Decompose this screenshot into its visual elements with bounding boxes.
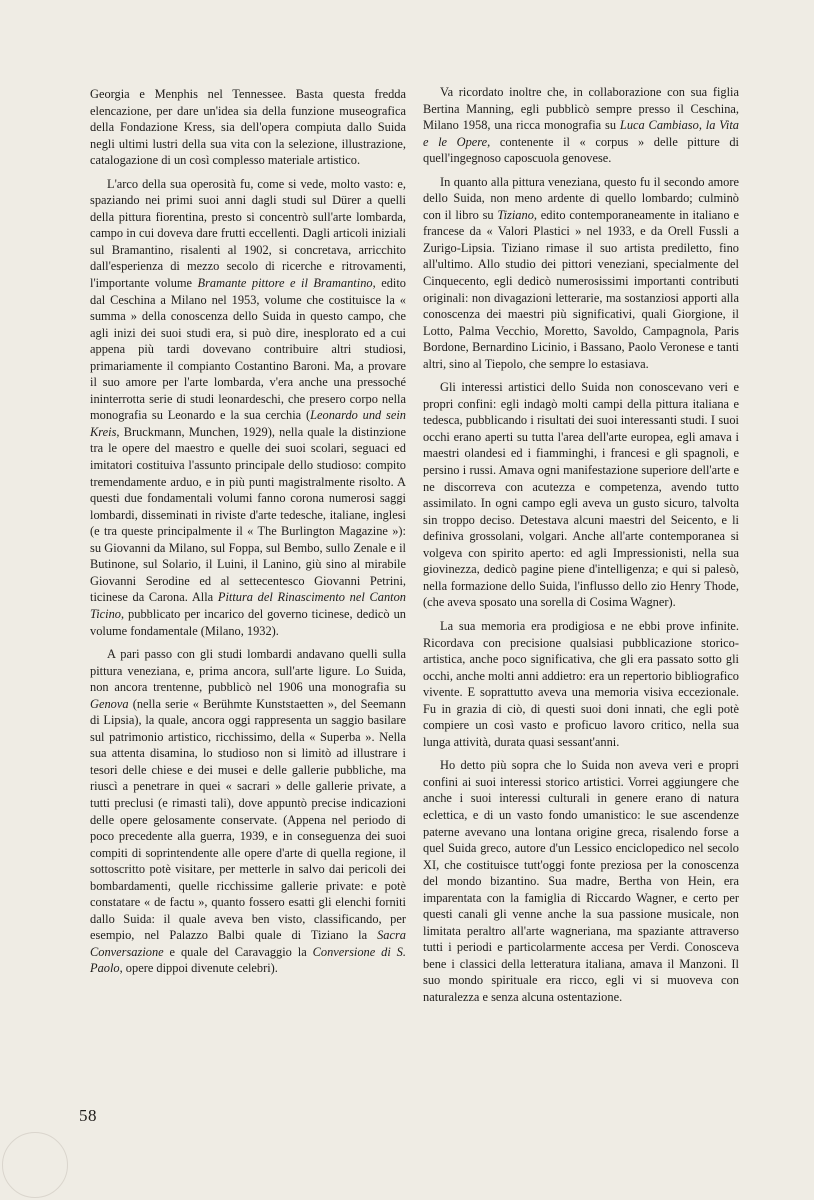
page-number: 58: [79, 1106, 97, 1125]
library-stamp: [2, 1132, 68, 1198]
right-column: [423, 84, 739, 1013]
paragraph: A pari passo con gli studi lombardi andavano quelli sulla pittura veneziana, e, prima ancora, sull'arte ligure. Lo Suida, non ancora trentenne, pubblicò nel 1906 una monografia su Genova (nella serie « Berühmte Kunststaetten », del Seemann di Lipsia), la quale, ancora oggi rappresenta un saggio basilare sul patrimonio artistico, ricchissimo, della « Superba ». Nella sua attenta disamina, lo studioso non si limitò ad illustrare i tesori delle chiese e dei musei e delle gallerie pubbliche, ma riuscì a penetrare in quei « sacrari » delle gallerie private, a tutti preclusi (e rimasti tali), dove appuntò precise indicazioni delle opere gelosamente conservate. (Appena nel periodo di poco precedente alla guerra, 1939, e in conseguenza dei suoi compiti di soprintendente alle opere d'arte di quella regione, il sottoscritto potè visitare, per metterle in salvo dai pericoli dei bombardamenti, quelle ricchissime gallerie private: e potè constatare « de factu », quanto fossero esatti gli elenchi forniti dallo Suida: il quale aveva ben visto, classificando, per esempio, nel Palazzo Balbi quale di Tiziano la Sacra Conversazione e quale del Caravaggio la Conversione di S. Paolo, opere dippoi divenute celebri).: [90, 647, 406, 976]
paragraph: Ho detto più sopra che lo Suida non aveva veri e propri confini ai suoi interessi storico artistici. Vorrei aggiungere che anche i suoi interessi culturali in genere erano di natura eclettica, e di un vasto fondo umanistico: le sue ascendenze paterne avevano una lontana origine greca, risalendo forse a quel Suida greco, autore d'un Lessico enciclopedico nel secolo XI, che costituisce tutt'oggi fonte preziosa per la conoscenza del mondo bizantino. Sua madre, Bertha von Hein, era imparentata con la famiglia di Riccardo Wagner, e certo per questi canali gli venne anche la sua passione musicale, non limitata peraltro all'arte wagneriana, ma spaziante attraverso tutti i periodi e particolarmente accesa per Verdi. Conosceva bene i classici della letteratura italiana, amava il Manzoni. Il suo mondo spirituale era ricco, egli vi si muoveva con naturalezza e senza alcuna ostentazione.: [423, 758, 739, 1004]
paragraph: L'arco della sua operosità fu, come si vede, molto vasto: e, spaziando nei primi suoi anni dagli studi sul Dürer a quelli della pittura fiorentina, presto si concentrò sull'arte lombarda, campo in cui doveva dare frutti eccellenti. Dagli articoli iniziali sul Bramantino, risalenti al 1902, si concretava, arricchito dall'esperienza di mezzo secolo di ricerche e ritrovamenti, l'importante volume Bramante pittore e il Bramantino, edito dal Ceschina a Milano nel 1953, volume che costituisce la « summa » della conoscenza dello Suida in questo campo, che agli inizi dei suoi studi era, si può dire, inesplorato ed a cui appena più tardi dovevano contribuire altri studiosi, primariamente il compianto Costantino Baroni. Ma, a provare il suo amore per l'arte lombarda, v'era anche una pressoché ininterrotta serie di studi leonardeschi, che presero corpo nella monografia su Leonardo e la sua cerchia (Leonardo und sein Kreis, Bruckmann, Munchen, 1929), nella quale la distinzione tra le opere del maestro e quelle dei suoi scolari, seguaci ed imitatori costituiva l'assunto principale dello studioso: compito tremendamente arduo, e in più punti magistralmente risolto. A questi due fondamentali volumi fanno corona numerosi saggi lombardi, disseminati in riviste d'arte tedesche, italiane, inglesi (e tra queste principalmente il « The Burlington Magazine »): su Giovanni da Milano, sul Foppa, sul Bembo, sullo Zenale e il Butinone, sul Solario, il Luini, il Lanino, giù sino al mirabile Giovanni Serodine ed al settecentesco Giovanni Petrini, ticinese da Carona. Alla Pittura del Rinascimento nel Canton Ticino, pubblicato per incarico del governo ticinese, dedicò un volume fondamentale (Milano, 1932).: [90, 176, 406, 638]
paragraph: In quanto alla pittura veneziana, questo fu il secondo amore dello Suida, non meno ardente di quello lombardo; culminò con il libro su Tiziano, edito contemporaneamente in italiano e francese da « Valori Plastici » nel 1933, e da Orell Fussli a Zurigo-Lipsia. Tiziano rimase il suo artista prediletto, fino all'ultimo. Allo studio dei pittori veneziani, specialmente del Cinquecento, egli dedicò numerosissimi importanti contributi originali: non divagazioni letterarie, ma sostanziosi apporti alla conoscenza dei maestri più significativi, quali Giorgione, il Lotto, Palma Vecchio, Moretto, Savoldo, Campagnola, Paris Bordone, Bernardino Licinio, i Bassano, Paolo Veronese e tanti altri, sino al Tiepolo, che sempre lo estasiava.: [423, 174, 739, 371]
left-column: [90, 86, 406, 984]
paragraph: La sua memoria era prodigiosa e ne ebbi prove infinite. Ricordava con precisione qualsiasi pubblicazione storico-artistica, anche poco significativa, che gli era passato sotto gli occhi, anche molti anni addietro: era un repertorio bibliografico vivente. E soprattutto aveva una memoria visiva eccezionale. Fu in grazia di ciò, di questi suoi doni innati, che egli potè compiere un così vasto e proficuo lavoro critico, nella sua lunga attività, durata quasi sessant'anni.: [423, 618, 739, 749]
paragraph: Georgia e Menphis nel Tennessee. Basta questa fredda elencazione, per dare un'idea sia della funzione museografica della Fondazione Kress, sia dell'opera compiuta dallo Suida negli ultimi lustri della sua vita con la selezione, illustrazione, catalogazione di un così complesso materiale artistico.: [90, 87, 406, 168]
paragraph: Gli interessi artistici dello Suida non conoscevano veri e propri confini: egli indagò molti campi della pittura italiana e tedesca, pubblicando i risultati dei suoi interessanti studi. I suoi occhi erano aperti su tutta l'area dell'arte europea, egli amava i maestri olandesi ed i fiamminghi, i francesi e gli spagnoli, e persino i russi. Amava ogni manifestazione superiore dell'arte e ne discorreva con acutezza e competenza, avendo tutto assimilato. In ogni campo egli aveva un gusto sicuro, talvolta sin troppo deciso. Detestava alcuni maestri del Seicento, e li definiva grossolani, volgari. Anche all'arte contemporanea si volgeva con spirito aperto: ed agli Impressionisti, nella sua giovinezza, dedicò pagine piene d'intelligenza; e qui si palesò, nella formazione dello Suida, l'influsso dello zio Henry Thode, (che aveva sposato una sorella di Cosima Wagner).: [423, 380, 739, 610]
paragraph: Va ricordato inoltre che, in collaborazione con sua figlia Bertina Manning, egli pubblicò sempre presso il Ceschina, Milano 1958, una ricca monografia su Luca Cambiaso, la Vita e le Opere, contenente il « corpus » delle pitture di quell'ingegnoso caposcuola genovese.: [423, 85, 739, 166]
